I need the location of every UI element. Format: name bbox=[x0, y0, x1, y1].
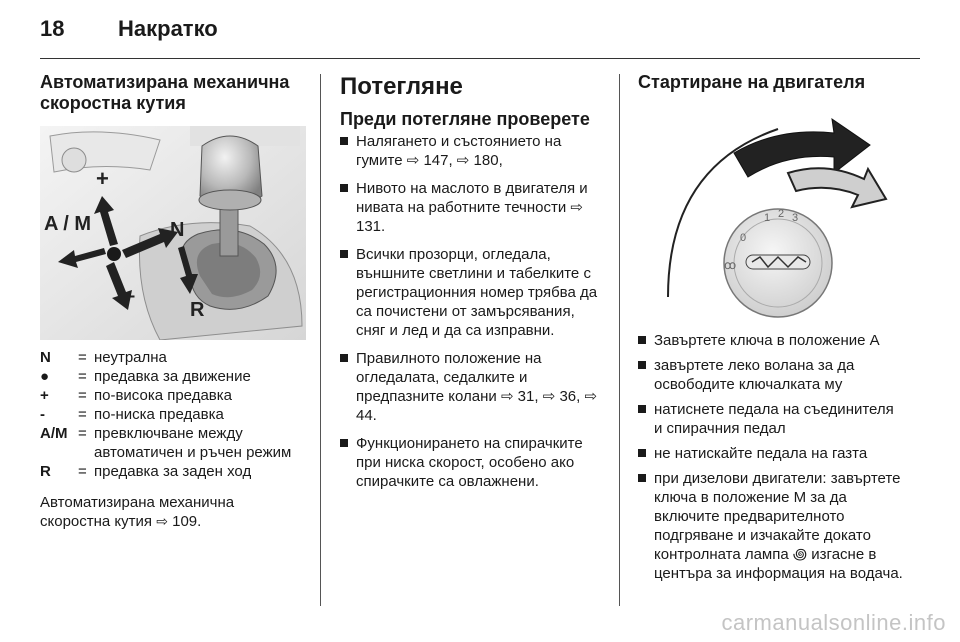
engine-start-steps bbox=[638, 331, 906, 583]
page-header bbox=[40, 16, 218, 48]
svg-text:2: 2 bbox=[778, 208, 785, 220]
checklist-subheading: Преди потегляне проверете bbox=[340, 109, 590, 129]
legend-row bbox=[40, 424, 306, 462]
list-item: не натискайте педала на газта bbox=[638, 444, 906, 463]
column-divider-1 bbox=[320, 74, 321, 606]
legend-description: по-ниска предавка bbox=[94, 406, 224, 423]
legend-description: превключване между автоматичен и ръчен режим bbox=[94, 425, 292, 461]
legend-eq: = bbox=[78, 463, 87, 480]
legend-row bbox=[40, 386, 306, 405]
legend-symbol: A/M bbox=[40, 425, 68, 442]
section-title: Накратко bbox=[118, 16, 218, 41]
label-plus: + bbox=[96, 166, 109, 191]
list-item: Всички прозорци, огледала, външните светлини и табелките с регистрационния номер трябва да са почистени от замърсявания, сняг и лед и да са изправни. bbox=[340, 245, 606, 340]
column-starting-off bbox=[340, 72, 606, 500]
legend-description: предавка за движение bbox=[94, 368, 251, 385]
legend-eq: = bbox=[78, 425, 87, 442]
legend-eq: = bbox=[78, 406, 87, 423]
legend-row bbox=[40, 348, 306, 367]
column-engine-start bbox=[638, 72, 906, 589]
legend-symbol: N bbox=[40, 349, 51, 366]
list-item: Налягането и състоянието на гумите ⇨ 147, ⇨ 180, bbox=[340, 132, 606, 170]
legend-eq: = bbox=[78, 368, 87, 385]
list-item: Функционирането на спирачките при ниска скорост, особено ако спирачките са овлажнени. bbox=[340, 434, 606, 491]
gear-legend bbox=[40, 348, 306, 481]
legend-description: неутрална bbox=[94, 349, 167, 366]
ignition-switch-illustration bbox=[638, 107, 906, 319]
legend-eq: = bbox=[78, 387, 87, 404]
svg-text:1: 1 bbox=[764, 212, 771, 224]
reference-page[interactable]: 109. bbox=[172, 513, 202, 530]
svg-text:0: 0 bbox=[740, 232, 747, 244]
list-item: Завъртете ключа в положение A bbox=[638, 331, 906, 350]
transmission-reference bbox=[40, 493, 306, 531]
transmission-heading: Автоматизирана механична скоростна кутия bbox=[40, 72, 290, 113]
page-ref-icon: ⇨ bbox=[156, 513, 168, 529]
legend-symbol: + bbox=[40, 387, 49, 404]
legend-symbol: R bbox=[40, 463, 51, 480]
pre-drive-checklist bbox=[340, 132, 606, 491]
legend-row bbox=[40, 405, 306, 424]
list-item: завъртете леко волана за да освободите ключалката му bbox=[638, 356, 906, 394]
label-r: R bbox=[190, 299, 205, 321]
label-minus: – bbox=[124, 285, 136, 307]
list-item: натиснете педала на съединителя и спирачния педал bbox=[638, 400, 906, 438]
list-item: Нивото на маслото в двигателя и нивата на работните течности ⇨ 131. bbox=[340, 179, 606, 236]
legend-symbol: - bbox=[40, 406, 45, 423]
legend-description: предавка за заден ход bbox=[94, 463, 252, 480]
header-rule bbox=[40, 58, 920, 59]
legend-description: по-висока предавка bbox=[94, 387, 232, 404]
list-item: Правилното положение на огледалата, седалките и предпазните колани ⇨ 31, ⇨ 36, ⇨ 44. bbox=[340, 349, 606, 425]
svg-text:3: 3 bbox=[792, 212, 799, 224]
legend-eq: = bbox=[78, 349, 87, 366]
svg-text:ꝏ: ꝏ bbox=[724, 258, 737, 272]
list-item: при дизелови двигатели: завъртете ключа в положение M за да включите предварителното подгряване и изчакайте докато контролната лампа ꩜ изгасне в центъра за информация на водача. bbox=[638, 469, 906, 583]
neutral-dot-icon bbox=[107, 247, 121, 261]
starting-off-heading: Потегляне bbox=[340, 73, 463, 100]
legend-row bbox=[40, 462, 306, 481]
label-n: N bbox=[170, 219, 185, 241]
page-number: 18 bbox=[40, 16, 65, 41]
label-am: A / M bbox=[44, 213, 92, 235]
gear-lever-illustration bbox=[40, 126, 306, 340]
legend-symbol: ● bbox=[40, 368, 50, 385]
column-transmission bbox=[40, 72, 306, 531]
reference-text: Автоматизирана механична скоростна кутия bbox=[40, 494, 235, 530]
column-divider-2 bbox=[619, 74, 620, 606]
legend-row bbox=[40, 367, 306, 386]
watermark: carmanualsonline.info bbox=[721, 610, 946, 635]
engine-start-heading: Стартиране на двигателя bbox=[638, 72, 866, 92]
